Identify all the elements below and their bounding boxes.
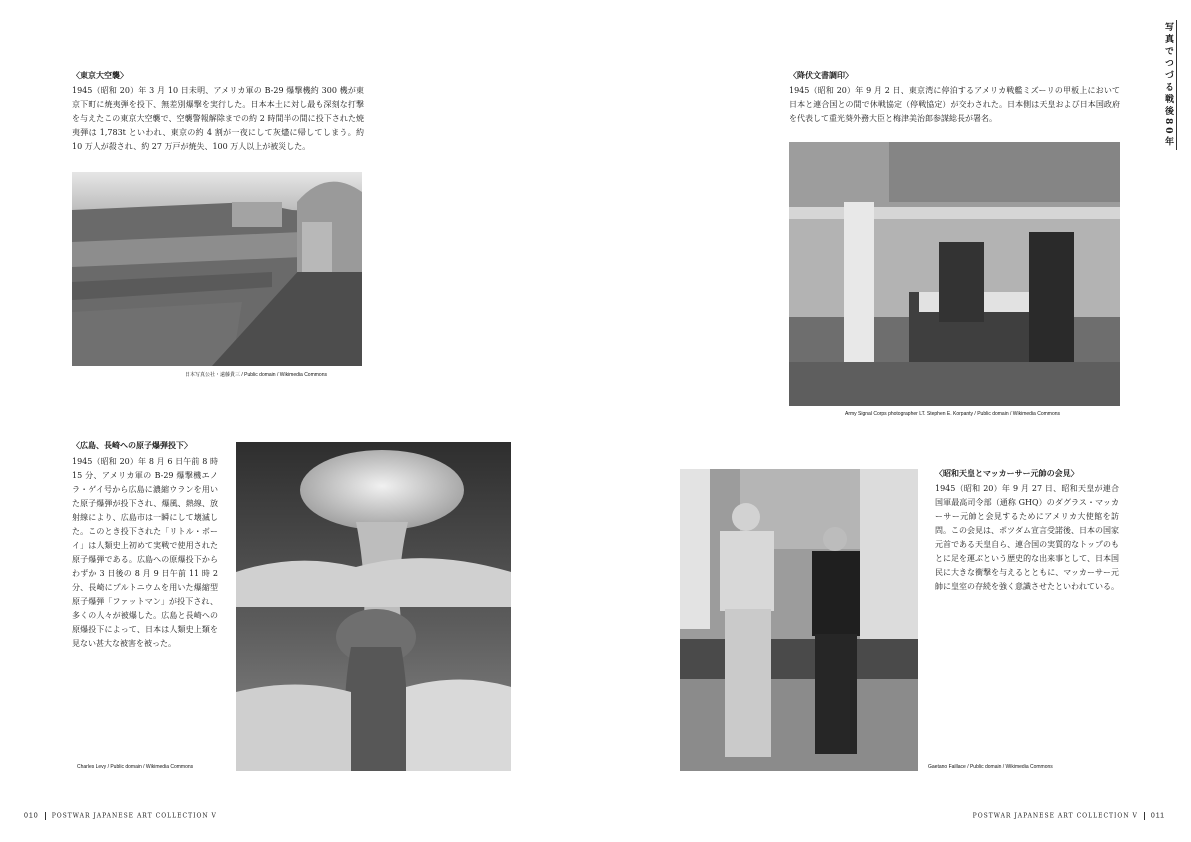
page-number-right: 011: [1150, 812, 1165, 820]
surrender-ceremony-photo: [789, 142, 1120, 406]
surrender-text: 1945（昭和 20）年 9 月 2 日、東京湾に停泊するアメリカ戦艦ミズーリの甲板上において日本と連合国との間で休戦協定（停戦協定）が交わされた。日本側は天皇および日本国政府を代表して重光葵外務大臣と梅津美治郎参謀総長が署名。: [789, 86, 1120, 123]
footer-right-text: POSTWAR JAPANESE ART COLLECTION V: [972, 812, 1138, 820]
side-title-rule: [1176, 20, 1177, 150]
footer-left: [24, 812, 217, 821]
tokyo-heading: 〈東京大空襲〉: [72, 70, 128, 80]
atomic-credit: Charles Levy / Public domain / Wikimedia Commons: [77, 764, 194, 770]
emperor-text: 1945（昭和 20）年 9 月 27 日、昭和天皇が連合国軍最高司令部（通称 GHQ）のダグラス・マッカーサー元帥と会見するためにアメリカ大使館を訪問。この会見は、ポツダム宣言受諾後、日本の国家元首である天皇自ら、連合国の実質的なトップのもとに足を運ぶという歴史的な出来事として、日本国民に大きな衝撃を与えるとともに、マッカーサー元帥に皇室の存続を強く意識させたといわれている。: [935, 484, 1119, 591]
tokyo-text: 1945（昭和 20）年 3 月 10 日未明、アメリカ軍の B-29 爆撃機約 300 機が東京下町に焼夷弾を投下、無差別爆撃を実行した。日本本土に対し最も深刻な打撃を与えたこの東京大空襲で、空襲警報解除までの約 2 時間半の間に投下された焼夷弾は 1,783t といわれ、東京の約 4 割が一夜にして灰燼に帰してしまう。約 10 万人が殺され、約 27 万戸が焼失、100 万人以上が被災した。: [72, 86, 364, 151]
surrender-heading: 〈降伏文書調印〉: [789, 70, 853, 80]
page-number-left: 010: [24, 812, 39, 820]
atomic-heading: 〈広島、長崎への原子爆弾投下〉: [72, 440, 192, 450]
surrender-credit: Army Signal Corps photographer LT. Stephen E. Korpanty / Public domain / Wikimedia Commons: [845, 411, 1061, 417]
footer-left-text: POSTWAR JAPANESE ART COLLECTION V: [51, 812, 217, 820]
atomic-text: 1945（昭和 20）年 8 月 6 日午前 8 時 15 分、アメリカ軍の B-29 爆撃機エノラ・ゲイ号から広島に濃縮ウランを用いた原子爆弾が投下され、爆風、熱線、放射線により、広島市は一瞬にして壊滅した。このとき投下された「リトル・ボーイ」は人類史上初めて実戦で使用された原子爆弾である。広島への原爆投下からわずか 3 日後の 8 月 9 日午前 11 時 2 分、長崎にプルトニウムを用いた爆縮型原子爆弾「ファットマン」が投下され、多くの人々が被爆した。広島と長崎への原爆投下によって、日本は人類史上類を見ない甚大な被害を被った。: [72, 457, 218, 648]
emperor-heading: 〈昭和天皇とマッカーサー元帥の会見〉: [935, 468, 1079, 478]
footer-right: [973, 812, 1165, 821]
side-title: 写真でつづる戦後80年: [1163, 22, 1173, 149]
tokyo-air-raid-photo: [72, 172, 362, 366]
mushroom-cloud-photo: [236, 442, 511, 771]
emperor-credit: Gaetano Faillace / Public domain / Wikimedia Commons: [928, 764, 1053, 770]
emperor-macarthur-photo: [680, 469, 918, 771]
tokyo-credit: 日本写真公社・遠藤貴三 / Public domain / Wikimedia Commons: [185, 372, 327, 378]
